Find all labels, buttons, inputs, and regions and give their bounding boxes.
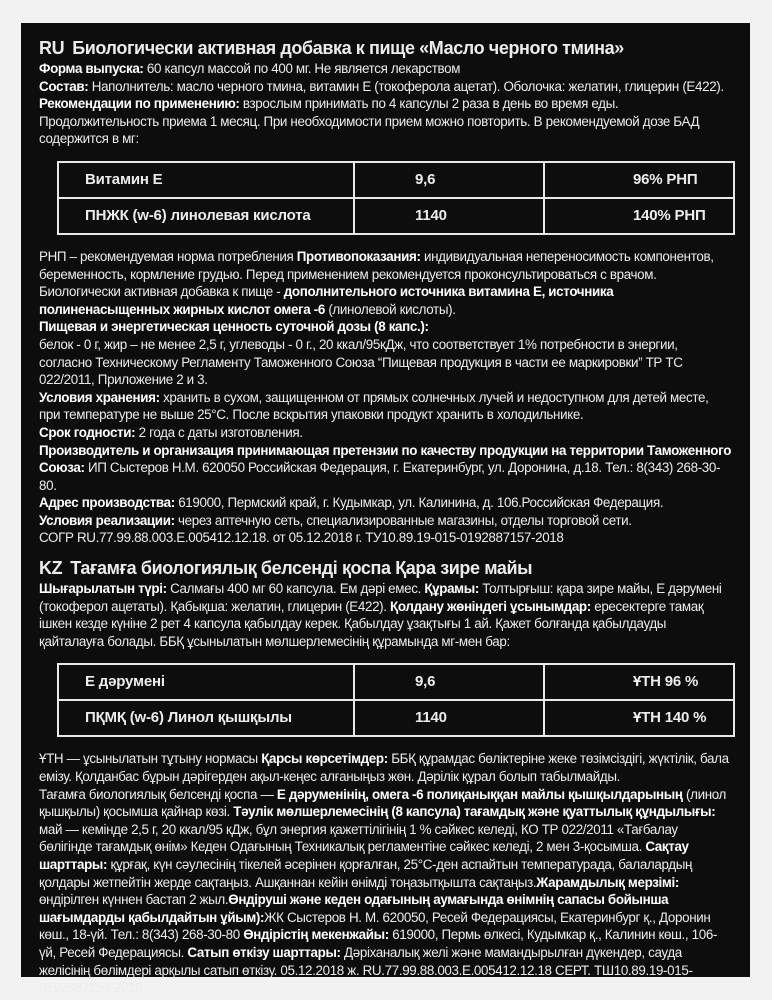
ru-sale-text: через аптечную сеть, специализированные магазины, отделы торговой сети. [174,512,632,528]
kz-intro-paragraph [39,580,732,650]
kz-contra-paragraph [39,750,732,785]
ru-address-text: 619000, Пермский край, г. Кудымкар, ул. Калинина, д. 106.Российская Федерация. [174,495,664,511]
product-label [21,23,750,996]
ru-energy-text: белок - 0 г, жир – не менее 2,5 г, углеводы - 0 г., 20 ккал/95кДж, что соответствует 1% потребности в энергии, согласно Техническому Регламенту Таможенного Союза “Пищевая продукция в части ее маркировки” ТР ТС 022/2011, Приложение 2 и 3. [39,336,683,388]
kz-title [39,557,732,579]
ru-address-paragraph [39,494,732,512]
ru-source-bold: дополнительного источника витамина Е, источника полиненасыщенных жирных кислот омега -6 [39,284,614,317]
nutrient-name: Витамин Е [58,162,354,198]
ru-source-paragraph [39,283,732,318]
kz-address-text: 619000, Пермь өлкесі, Кудымкар қ., Калинин көш., 106-үй, Ресей Федерациясы. [39,927,718,960]
ru-contra-paragraph [39,248,732,283]
ru-composition-label: Состав: [39,78,89,94]
kz-energy-text: май — кемінде 2,5 г, 20 ккал/95 кДж, бұл энергия қажеттілігінің 1 % сәйкес келеді, КО ТР 022/2011 «Тағбалау бөлігінде тағамдық өнім» Кеден Одағының Техникалық регламентіне сәйкес келеді, 2 мен 3-қосымша. [39,821,678,855]
ru-nutrient-table [57,161,735,235]
ru-energy-label: Пищевая и энергетическая ценность суточной дозы (8 капс.): [39,319,429,335]
ru-composition-paragraph [39,78,732,96]
ru-energy-paragraph [39,318,732,336]
ru-shelf-label: Срок годности: [39,424,136,440]
kz-producer-label: Өндіруші және кеден одағының аумағында өнімнің сапасы бойынша шағымдарды қабылдайтын ұйым): [39,892,669,925]
kz-body-paragraph [39,786,732,997]
ru-rnp-note: РНП – рекомендуемая норма потребления [39,248,297,264]
nutrient-percent: 96% РНП [544,162,734,198]
table-row [58,664,734,700]
ru-form-label: Форма выпуска: [39,61,144,76]
ru-title-text: Биологически активная добавка к пище «Масло черного тмина» [72,38,624,58]
kz-form-label: Шығарылатын түрі: [39,581,167,597]
ru-sale-label: Условия реализации: [39,512,175,528]
ru-sale-paragraph [39,512,732,530]
kz-utn-note: ҰТН — ұсынылатын тұтыну нормасы [39,751,262,767]
table-row [58,198,734,234]
kz-shelf-label: Жарамдылық мерзімі: [536,874,679,890]
kz-contra-label: Қарсы көрсетімдер: [261,751,388,767]
ru-shelf-text: 2 года с даты изготовления. [135,424,303,440]
kz-source-bold: Е дәруменінің, омега -6 полиқаныққан майлы қышқылдарының [276,786,683,802]
kz-contra-text: ББҚ құрамдас бөліктеріне жеке төзімсіздігі, жүктілік, бала емізу. Қолданбас бұрын дәрігерден ақыл-кеңес алғаныңыз жөн. Дәрілік құрал болып табылмайды. [39,751,729,785]
kz-energy-label: Тәулік мөлшерлемесінің (8 капсула) тағамдық және қуаттылық құндылығы: [233,804,716,820]
ru-address-label: Адрес производства: [39,495,175,511]
ru-producer-text: ИП Сыстеров Н.М. 620050 Российская Федерация, г. Екатеринбург, ул. Доронина, д.18. Тел.: 8(343) 268-30-80. [39,460,721,493]
nutrient-name: ПНЖК (w-6) линолевая кислота [58,198,354,234]
kz-nutrient-table [57,663,735,737]
kz-shelf-text: өндірілген күннен бастап 2 жыл. [39,892,229,908]
kz-source-tail: (линол қышқылы) қосымша қайнар көзі. [39,786,727,820]
kz-storage-label: Сақтау шарттары: [39,839,689,872]
ru-form-text: 60 капсул массой по 400 мг. Не является лекарством [143,61,461,76]
ru-usage-text: взрослым принимать по 4 капсулы 2 раза в день во время еды. Продолжительность приема 1 месяц. При необходимости прием можно повторить. В рекомендуемой дозе БАД содержится в мг: [39,96,700,147]
kz-source-text: Тағамға биологиялық белсенді қоспа — [39,786,277,802]
ru-lang-code: RU [39,38,65,58]
nutrient-percent: ҰТН 96 % [544,664,734,700]
nutrient-amount: 9,6 [354,162,544,198]
ru-producer-label: Производитель и организация принимающая претензии по качеству продукции на территории Таможенного Союза: [39,442,732,476]
nutrient-percent: 140% РНП [544,198,734,234]
ru-cert-paragraph [39,529,732,547]
ru-usage-label: Рекомендации по применению: [39,96,240,112]
kz-sale-text: Дәріханалық желі және мамандырылған дүкендер, сауда желісінің бөлімдері арқылы сатып өткізу. 05.12.2018 ж. RU.77.99.88.003.Е.005412.12.18 СЕРТ. ТШ10.89.19-015-0192887157-2018 [39,944,693,996]
ru-storage-label: Условия хранения: [39,389,160,405]
ru-cert-text: СОГР RU.77.99.88.003.Е.005412.12.18. от 05.12.2018 г. ТУ10.89.19-015-0192887157-2018 [39,530,564,546]
kz-sale-label: Сатып өткізу шарттары: [187,944,341,960]
kz-usage-label: Қолдану жөніндегі ұсынымдар: [390,598,591,614]
nutrient-percent: ҰТН 140 % [544,700,734,736]
kz-lang-code: KZ [39,558,63,579]
ru-energy-text-paragraph [39,336,732,389]
kz-title-text: Тағамға биологиялық белсенді қоспа Қара зире майы [70,558,533,579]
nutrient-name: Е дәрумені [58,664,354,700]
nutrient-name: ПҚМҚ (w-6) Линол қышқылы [58,700,354,736]
nutrient-amount: 1140 [354,198,544,234]
kz-address-label: Өндірістің мекенжайы: [243,927,389,943]
ru-source-text: Биологически активная добавка к пище - [39,284,284,300]
nutrient-amount: 1140 [354,700,544,736]
ru-title [39,37,732,59]
ru-contra-text: индивидуальная непереносимость компонентов, беременность, кормление грудью. Перед применением рекомендуется проконсультироваться с врачом. [39,248,714,282]
ru-storage-text: хранить в сухом, защищенном от прямых солнечных лучей и недоступном для детей месте, при температуре не выше 25°С. После вскрытия упаковки продукт хранить в холодильнике. [39,389,709,423]
kz-storage-text: құрғақ, күн сәулесінің тікелей әсерінен қорғалған, 25°С-ден аспайтын температурада, балалардың қолдары жетпейтін жерде сақтаңыз. Ашқаннан кейін өнімді тоңазытқышта сақтаңыз. [39,857,693,890]
table-row [58,700,734,736]
nutrient-amount: 9,6 [354,664,544,700]
kz-composition-label: Құрамы: [424,581,479,597]
ru-source-tail: (линолевой кислоты). [324,301,456,317]
ru-producer-paragraph [39,442,732,495]
kz-usage-text: ересектерге тамақ ішкен кезде күніне 2 рет 4 капсула қабылдау керек. Қабылдау ұзақтығы 1 ай. Қажет болғанда қабылдауды қайталауға болады. ББҚ ұсынылатын мөлшерлемесінің құрамында мг-мен бар: [39,598,704,649]
kz-form-text: Салмағы 400 мг 60 капсула. Ем дәрі емес. [166,581,425,597]
ru-contra-label: Противопоказания: [296,248,421,264]
ru-shelf-paragraph [39,424,732,442]
ru-composition-text: Наполнитель: масло черного тмина, витамин Е (токоферола ацетат). Оболочка: желатин, глицерин (Е422). [88,78,724,94]
ru-storage-paragraph [39,389,732,424]
ru-form-paragraph [39,60,732,78]
table-row [58,162,734,198]
ru-usage-paragraph [39,95,732,148]
kz-composition-text: Толтырғыш: қара зире майы, Е дәрумені (токоферол ацетаты). Қабықша: желатин, глицерин (Е422). [39,581,722,614]
kz-producer-text: ЖК Сыстеров Н. М. 620050, Ресей Федерациясы, Екатеринбург қ., Доронин көш., 18-үй. Тел.: 8(343) 268-30-80 [39,909,711,943]
